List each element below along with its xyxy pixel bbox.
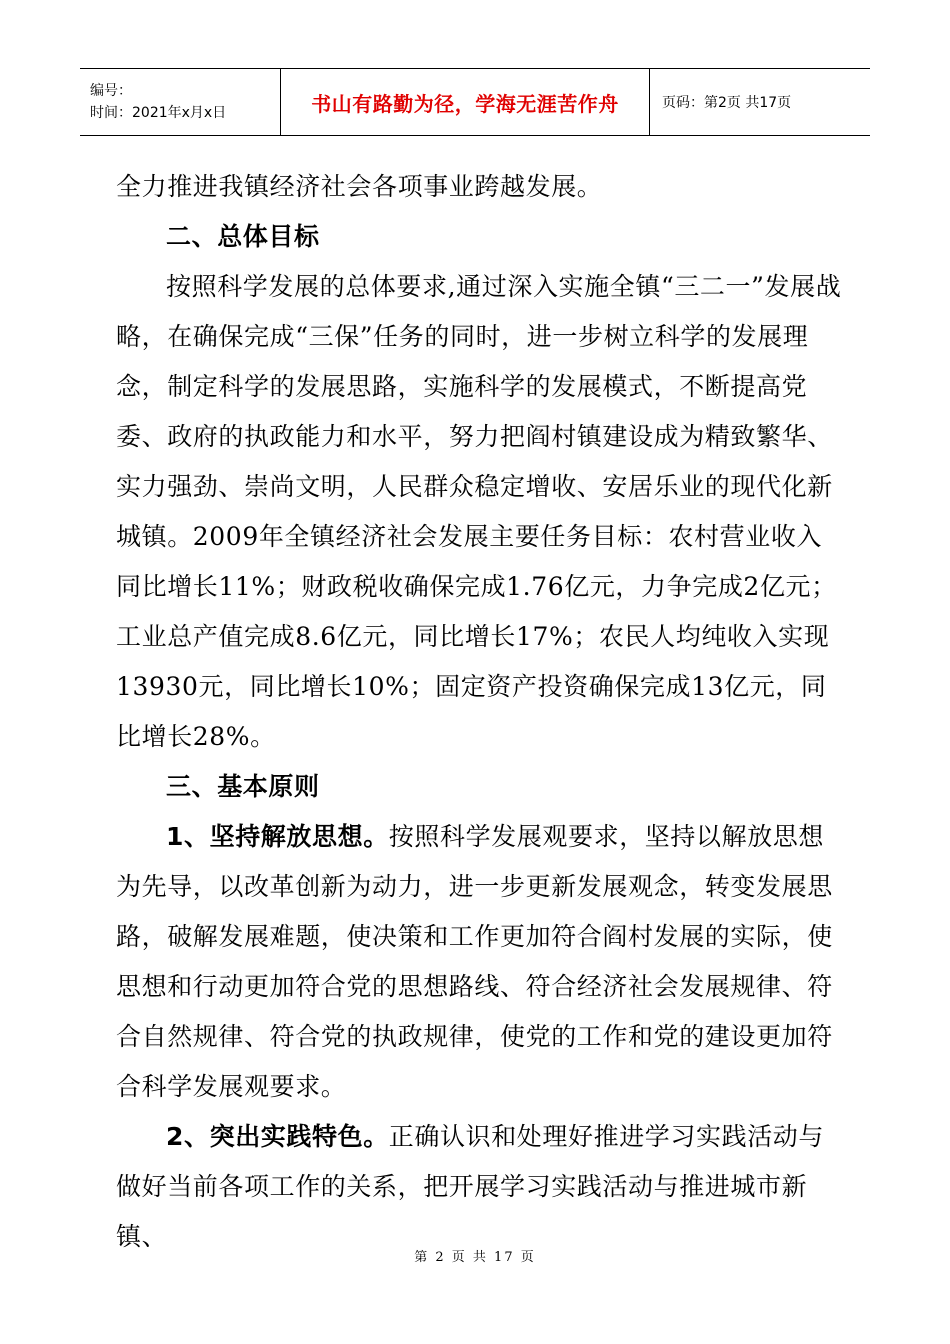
paragraph-principle-1: [116, 812, 844, 1112]
page-footer: 第 2 页 共 17 页: [414, 1250, 536, 1265]
serial-number-label: 编号：: [90, 83, 132, 99]
principle-2-title: 2、突出实践特色。: [166, 1122, 389, 1151]
paragraph-overall-goals: 按照科学发展的总体要求,通过深入实施全镇“三二一”发展战略，在确保完成“三保”任务的同时，进一步树立科学的发展理念，制定科学的发展思路，实施科学的发展模式，不断提高党委、政府的执政能力和水平，努力把阎村镇建设成为精致繁华、实力强劲、崇尚文明，人民群众稳定增收、安居乐业的现代化新城镇。2009年全镇经济社会发展主要任务目标：农村营业收入同比增长11%；财政税收确保完成1.76亿元，力争完成2亿元；工业总产值完成8.6亿元，同比增长17%；农民人均纯收入实现13930元，同比增长10%；固定资产投资确保完成13亿元，同比增长28%。: [116, 272, 842, 751]
paragraph-continuation: 全力推进我镇经济社会各项事业跨越发展。: [116, 172, 603, 201]
header-motto: 书山有路勤为径，学海无涯苦作舟: [280, 69, 650, 135]
section-heading-basic-principles: 三、基本原则: [166, 772, 320, 801]
principle-2-text: 正确认识和处理好推进学习实践活动与做好当前各项工作的关系，把开展学习实践活动与推进城市新镇、: [116, 1122, 824, 1251]
date-label: 时间：2021年x月x日: [90, 105, 227, 121]
paragraph-principle-2: [116, 1112, 844, 1262]
section-heading-overall-goals: 二、总体目标: [166, 222, 320, 251]
principle-1-title: 1、坚持解放思想。: [166, 822, 389, 851]
header-page-info: 页码：第2页 共17页: [662, 95, 792, 111]
header-meta: [80, 69, 280, 135]
document-body: [116, 162, 844, 1262]
document-header: [80, 68, 870, 136]
principle-1-text: 按照科学发展观要求，坚持以解放思想为先导，以改革创新为动力，进一步更新发展观念，转变发展思路，破解发展难题，使决策和工作更加符合阎村发展的实际，使思想和行动更加符合党的思想路线、符合经济社会发展规律、符合自然规律、符合党的执政规律，使党的工作和党的建设更加符合科学发展观要求。: [116, 822, 833, 1101]
